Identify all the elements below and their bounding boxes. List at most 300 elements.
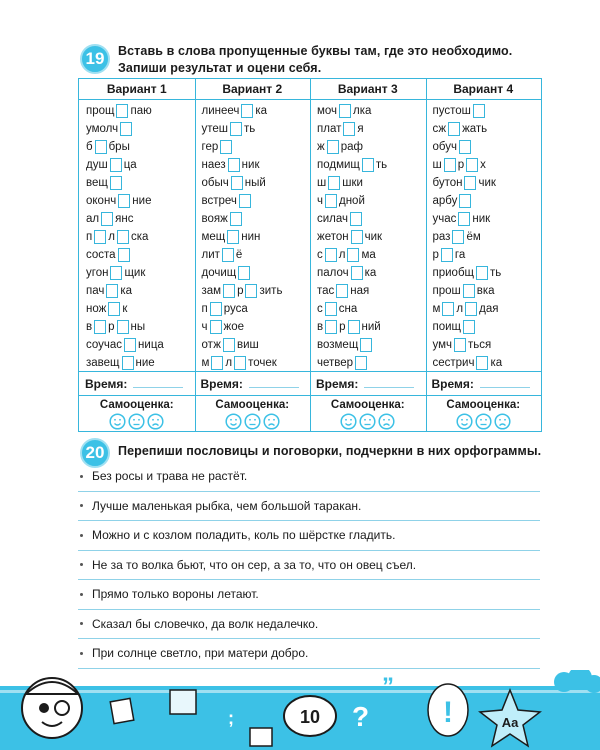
proverb-text: Сказал бы словечко, да волк недалечко. xyxy=(92,616,319,631)
missing-letter-box[interactable] xyxy=(110,176,122,190)
word-fragment: ние xyxy=(135,357,155,369)
word-row xyxy=(433,300,542,318)
word-fragment: мещ xyxy=(201,231,226,243)
missing-letter-box[interactable] xyxy=(448,122,460,136)
question-decor: ? xyxy=(352,701,370,732)
word-fragment: вка xyxy=(476,285,495,297)
proverb-text: При солнце светло, при матери добро. xyxy=(92,646,309,661)
word-fragment: ная xyxy=(350,285,370,297)
word-row xyxy=(317,138,426,156)
proverb-text: Можно и с козлом поладить, коль по шёрстке гладить. xyxy=(92,528,396,543)
word-fragment: душ xyxy=(86,159,108,171)
word-fragment: возмещ xyxy=(317,339,359,351)
word-fragment: жетон xyxy=(317,231,349,243)
word-fragment: л xyxy=(456,303,464,315)
word-fragment: ма xyxy=(361,249,376,261)
missing-letter-box[interactable] xyxy=(239,194,251,208)
missing-letter-box[interactable] xyxy=(458,212,470,226)
missing-letter-box[interactable] xyxy=(355,356,367,370)
word-fragment: ш xyxy=(317,177,327,189)
missing-letter-box[interactable] xyxy=(336,284,348,298)
proverb-text: Без росы и трава не растёт. xyxy=(92,469,248,484)
word-fragment: дной xyxy=(339,195,365,207)
missing-letter-box[interactable] xyxy=(464,176,476,190)
word-fragment: ница xyxy=(138,339,164,351)
missing-letter-box[interactable] xyxy=(350,212,362,226)
word-fragment: р xyxy=(108,321,115,333)
word-fragment: утеш xyxy=(201,123,229,135)
variant-header: Вариант 3 xyxy=(310,79,426,100)
proverb-line[interactable] xyxy=(78,521,540,551)
word-fragment: точек xyxy=(248,357,277,369)
missing-letter-box[interactable] xyxy=(94,230,106,244)
self-assessment-label: Самооценка: xyxy=(330,399,405,411)
missing-letter-box[interactable] xyxy=(351,266,363,280)
word-fragment: встреч xyxy=(201,195,237,207)
word-fragment: ться xyxy=(468,339,492,351)
word-fragment: ж xyxy=(317,141,325,153)
word-fragment: обуч xyxy=(432,141,457,153)
word-row xyxy=(433,120,542,138)
missing-letter-box[interactable] xyxy=(95,140,107,154)
word-row xyxy=(86,174,195,192)
word-fragment: м xyxy=(201,357,210,369)
missing-letter-box[interactable] xyxy=(245,284,257,298)
word-row xyxy=(317,318,426,336)
missing-letter-box[interactable] xyxy=(463,284,475,298)
word-row xyxy=(433,192,542,210)
missing-letter-box[interactable] xyxy=(442,302,454,316)
word-fragment: паю xyxy=(130,105,152,117)
word-fragment: вояж xyxy=(201,213,228,225)
proverb-line[interactable] xyxy=(78,639,540,669)
variant-header: Вариант 2 xyxy=(195,79,311,100)
word-fragment: р xyxy=(457,159,465,171)
word-row xyxy=(433,336,542,354)
word-row xyxy=(86,138,195,156)
cloud-icon xyxy=(554,670,600,693)
missing-letter-box[interactable] xyxy=(339,104,351,118)
word-row xyxy=(86,210,195,228)
word-fragment: р xyxy=(339,321,346,333)
self-assessment xyxy=(310,395,426,430)
happy-face-icon[interactable] xyxy=(340,413,357,430)
word-row xyxy=(86,228,195,246)
word-fragment: жое xyxy=(223,321,244,333)
sad-face-icon[interactable] xyxy=(147,413,164,430)
word-fragment: ка xyxy=(255,105,268,117)
word-fragment: шки xyxy=(342,177,363,189)
word-fragment: обыч xyxy=(201,177,229,189)
word-row xyxy=(317,354,426,372)
word-row xyxy=(86,318,195,336)
word-fragment: л xyxy=(225,357,233,369)
missing-letter-box[interactable] xyxy=(328,176,340,190)
word-row xyxy=(317,156,426,174)
missing-letter-box[interactable] xyxy=(116,104,128,118)
self-assessment-label: Самооценка: xyxy=(215,399,290,411)
word-fragment: тас xyxy=(317,285,335,297)
word-row xyxy=(202,102,311,120)
missing-letter-box[interactable] xyxy=(223,338,235,352)
bullet-icon xyxy=(80,504,83,507)
word-fragment: наез xyxy=(201,159,226,171)
footer-decoration xyxy=(0,670,600,750)
word-row xyxy=(86,120,195,138)
proverb-text: Лучше маленькая рыбка, чем большой таракан. xyxy=(92,498,362,513)
exclaim-decor: ! xyxy=(443,696,453,729)
word-fragment: ём xyxy=(466,231,481,243)
missing-letter-box[interactable] xyxy=(454,338,466,352)
word-fragment: я xyxy=(357,123,364,135)
word-fragment: с xyxy=(317,249,323,261)
missing-letter-box[interactable] xyxy=(444,158,456,172)
proverb-line[interactable] xyxy=(78,492,540,522)
missing-letter-box[interactable] xyxy=(234,356,246,370)
time-input-line[interactable] xyxy=(249,387,299,388)
missing-letter-box[interactable] xyxy=(459,194,471,208)
missing-letter-box[interactable] xyxy=(463,320,475,334)
self-assessment-label: Самооценка: xyxy=(446,399,521,411)
neutral-face-icon[interactable] xyxy=(128,413,145,430)
word-fragment: с xyxy=(317,303,323,315)
variant-header: Вариант 4 xyxy=(426,79,542,100)
bullet-icon xyxy=(80,593,83,596)
word-fragment: раз xyxy=(432,231,451,243)
word-row xyxy=(202,300,311,318)
happy-face-icon[interactable] xyxy=(109,413,126,430)
word-fragment: плат xyxy=(317,123,342,135)
word-row xyxy=(86,300,195,318)
missing-letter-box[interactable] xyxy=(476,266,488,280)
self-assessment xyxy=(79,395,195,430)
word-row xyxy=(433,138,542,156)
missing-letter-box[interactable] xyxy=(228,158,240,172)
missing-letter-box[interactable] xyxy=(222,248,234,262)
word-row xyxy=(317,336,426,354)
missing-letter-box[interactable] xyxy=(220,140,232,154)
missing-letter-box[interactable] xyxy=(473,104,485,118)
missing-letter-box[interactable] xyxy=(101,212,113,226)
proverb-line[interactable] xyxy=(78,462,540,492)
happy-face-icon[interactable] xyxy=(225,413,242,430)
word-fragment: умолч xyxy=(86,123,119,135)
word-fragment: четвер xyxy=(317,357,354,369)
word-row xyxy=(433,264,542,282)
word-row xyxy=(202,120,311,138)
word-row xyxy=(317,264,426,282)
happy-face-icon[interactable] xyxy=(456,413,473,430)
variant-column xyxy=(195,79,312,431)
word-fragment: л xyxy=(108,231,115,243)
missing-letter-box[interactable] xyxy=(231,176,243,190)
word-fragment: ний xyxy=(361,321,381,333)
missing-letter-box[interactable] xyxy=(124,338,136,352)
missing-letter-box[interactable] xyxy=(230,212,242,226)
word-row xyxy=(433,102,542,120)
word-fragment: р xyxy=(237,285,244,297)
self-assessment-label: Самооценка: xyxy=(99,399,174,411)
word-fragment: ка xyxy=(120,285,133,297)
word-fragment: приобщ xyxy=(432,267,474,279)
word-row xyxy=(202,228,311,246)
word-fragment: пач xyxy=(86,285,105,297)
missing-letter-box[interactable] xyxy=(230,122,242,136)
word-row xyxy=(317,300,426,318)
word-fragment: ть xyxy=(375,159,388,171)
variant-header: Вариант 1 xyxy=(79,79,195,100)
word-fragment: х xyxy=(480,159,486,171)
word-fragment: сна xyxy=(338,303,358,315)
word-row xyxy=(202,264,311,282)
word-fragment: ал xyxy=(86,213,100,225)
word-fragment: р xyxy=(432,249,439,261)
word-row xyxy=(202,174,311,192)
sad-face-icon[interactable] xyxy=(263,413,280,430)
variant-column xyxy=(426,79,542,431)
word-fragment: подмищ xyxy=(317,159,360,171)
word-row xyxy=(86,264,195,282)
word-fragment: ка xyxy=(364,267,377,279)
word-fragment: ш xyxy=(432,159,442,171)
word-row xyxy=(433,282,542,300)
missing-letter-box[interactable] xyxy=(459,140,471,154)
word-fragment: ны xyxy=(130,321,146,333)
word-row xyxy=(86,336,195,354)
missing-letter-box[interactable] xyxy=(362,158,374,172)
missing-letter-box[interactable] xyxy=(122,356,134,370)
proverb-line[interactable] xyxy=(78,610,540,640)
word-fragment: ё xyxy=(235,249,243,261)
word-fragment: бутон xyxy=(432,177,463,189)
missing-letter-box[interactable] xyxy=(325,194,337,208)
time-field xyxy=(310,371,426,391)
word-fragment: отж xyxy=(201,339,221,351)
word-row xyxy=(86,282,195,300)
word-fragment: оконч xyxy=(86,195,117,207)
word-fragment: ть xyxy=(244,123,256,135)
proverb-line[interactable] xyxy=(78,580,540,610)
word-fragment: п xyxy=(201,303,208,315)
sad-face-icon[interactable] xyxy=(494,413,511,430)
word-row xyxy=(202,354,311,372)
missing-letter-box[interactable] xyxy=(110,266,122,280)
task-19-instructions xyxy=(118,43,512,77)
missing-letter-box[interactable] xyxy=(241,104,253,118)
word-row xyxy=(86,156,195,174)
word-fragment: щик xyxy=(124,267,146,279)
word-fragment: ч xyxy=(317,195,323,207)
variants-table xyxy=(78,78,542,432)
time-label: Время: xyxy=(431,377,474,391)
word-row xyxy=(202,192,311,210)
word-fragment: ный xyxy=(244,177,266,189)
missing-letter-box[interactable] xyxy=(118,194,130,208)
task-20-number: 20 xyxy=(80,438,110,468)
word-fragment: нож xyxy=(86,303,107,315)
variant-column xyxy=(310,79,427,431)
word-fragment: в xyxy=(317,321,324,333)
sad-face-icon[interactable] xyxy=(378,413,395,430)
missing-letter-box[interactable] xyxy=(452,230,464,244)
missing-letter-box[interactable] xyxy=(351,230,363,244)
word-row xyxy=(202,156,311,174)
word-fragment: в xyxy=(86,321,93,333)
word-fragment: ник xyxy=(472,213,491,225)
word-fragment: арбу xyxy=(432,195,458,207)
word-fragment: ца xyxy=(123,159,137,171)
time-label: Время: xyxy=(316,377,359,391)
time-input-line[interactable] xyxy=(480,387,530,388)
word-fragment: прощ xyxy=(86,105,115,117)
bullet-icon xyxy=(80,652,83,655)
missing-letter-box[interactable] xyxy=(348,320,360,334)
word-row xyxy=(202,282,311,300)
word-fragment: га xyxy=(454,249,466,261)
word-row xyxy=(433,318,542,336)
word-row xyxy=(433,354,542,372)
word-row xyxy=(317,192,426,210)
neutral-face-icon[interactable] xyxy=(475,413,492,430)
word-fragment: угон xyxy=(86,267,109,279)
missing-letter-box[interactable] xyxy=(325,320,337,334)
word-row xyxy=(317,174,426,192)
missing-letter-box[interactable] xyxy=(106,284,118,298)
word-fragment: сестрич xyxy=(432,357,475,369)
proverb-text: Прямо только вороны летают. xyxy=(92,587,259,602)
bullet-icon xyxy=(80,475,83,478)
task-19-line1: Вставь в слова пропущенные буквы там, где это необходимо. xyxy=(118,44,513,58)
neutral-face-icon[interactable] xyxy=(244,413,261,430)
missing-letter-box[interactable] xyxy=(360,338,372,352)
missing-letter-box[interactable] xyxy=(325,248,337,262)
word-row xyxy=(317,102,426,120)
missing-letter-box[interactable] xyxy=(441,248,453,262)
word-fragment: зить xyxy=(259,285,283,297)
missing-letter-box[interactable] xyxy=(238,266,250,280)
time-input-line[interactable] xyxy=(133,387,183,388)
word-row xyxy=(202,210,311,228)
missing-letter-box[interactable] xyxy=(108,302,120,316)
word-row xyxy=(86,192,195,210)
word-row xyxy=(317,282,426,300)
missing-letter-box[interactable] xyxy=(343,122,355,136)
word-row xyxy=(317,246,426,264)
missing-letter-box[interactable] xyxy=(325,302,337,316)
word-fragment: моч xyxy=(317,105,338,117)
bullet-icon xyxy=(80,534,83,537)
missing-letter-box[interactable] xyxy=(120,122,132,136)
missing-letter-box[interactable] xyxy=(466,158,478,172)
task-20-instructions: Перепиши пословицы и поговорки, подчеркни в них орфограммы. xyxy=(118,444,542,458)
missing-letter-box[interactable] xyxy=(223,284,235,298)
missing-letter-box[interactable] xyxy=(476,356,488,370)
word-fragment: сж xyxy=(432,123,447,135)
word-row xyxy=(202,336,311,354)
word-fragment: зам xyxy=(201,285,222,297)
word-fragment: ник xyxy=(241,159,260,171)
word-fragment: б xyxy=(86,141,93,153)
proverb-line[interactable] xyxy=(78,551,540,581)
mascot-detective-icon xyxy=(22,678,82,738)
word-fragment: завещ xyxy=(86,357,120,369)
word-fragment: умч xyxy=(432,339,453,351)
word-row xyxy=(433,228,542,246)
neutral-face-icon[interactable] xyxy=(359,413,376,430)
word-row xyxy=(317,210,426,228)
missing-letter-box[interactable] xyxy=(227,230,239,244)
word-fragment: чик xyxy=(364,231,383,243)
word-fragment: нин xyxy=(241,231,261,243)
bullet-icon xyxy=(80,563,83,566)
word-fragment: силач xyxy=(317,213,349,225)
self-assessment xyxy=(195,395,311,430)
word-fragment: виш xyxy=(237,339,259,351)
word-fragment: к xyxy=(122,303,128,315)
word-fragment: руса xyxy=(223,303,248,315)
missing-letter-box[interactable] xyxy=(327,140,339,154)
word-row xyxy=(433,246,542,264)
missing-letter-box[interactable] xyxy=(117,230,129,244)
word-fragment: соста xyxy=(86,249,116,261)
word-fragment: учас xyxy=(432,213,457,225)
missing-letter-box[interactable] xyxy=(465,302,477,316)
word-row xyxy=(433,156,542,174)
missing-letter-box[interactable] xyxy=(118,248,130,262)
word-fragment: ска xyxy=(130,231,149,243)
word-fragment: дочищ xyxy=(201,267,237,279)
missing-letter-box[interactable] xyxy=(347,248,359,262)
word-row xyxy=(433,210,542,228)
word-fragment: бры xyxy=(108,141,130,153)
word-row xyxy=(86,246,195,264)
missing-letter-box[interactable] xyxy=(210,302,222,316)
word-fragment: прош xyxy=(432,285,461,297)
word-fragment: вещ xyxy=(86,177,108,189)
word-row xyxy=(86,102,195,120)
word-fragment: поищ xyxy=(432,321,462,333)
word-fragment: п xyxy=(86,231,93,243)
page-number: 10 xyxy=(299,707,321,727)
quote-decor: ” xyxy=(382,673,394,700)
missing-letter-box[interactable] xyxy=(211,356,223,370)
word-row xyxy=(202,138,311,156)
page-number-badge xyxy=(284,696,336,736)
word-row xyxy=(317,228,426,246)
missing-letter-box[interactable] xyxy=(117,320,129,334)
word-fragment: ка xyxy=(490,357,503,369)
time-input-line[interactable] xyxy=(364,387,414,388)
word-fragment: гер xyxy=(201,141,219,153)
word-fragment: лит xyxy=(201,249,220,261)
missing-letter-box[interactable] xyxy=(210,320,222,334)
word-row xyxy=(86,354,195,372)
word-fragment: раф xyxy=(340,141,363,153)
missing-letter-box[interactable] xyxy=(94,320,106,334)
self-assessment xyxy=(426,395,542,430)
task-19-number: 19 xyxy=(80,44,110,74)
word-fragment: ч xyxy=(201,321,208,333)
word-fragment: чик xyxy=(478,177,496,189)
missing-letter-box[interactable] xyxy=(110,158,122,172)
word-fragment: линееч xyxy=(201,105,240,117)
time-label: Время: xyxy=(85,377,128,391)
time-label: Время: xyxy=(200,377,243,391)
word-row xyxy=(202,246,311,264)
semicolon-decor: ; xyxy=(228,708,234,728)
word-fragment: жать xyxy=(462,123,488,135)
time-field xyxy=(195,371,311,391)
